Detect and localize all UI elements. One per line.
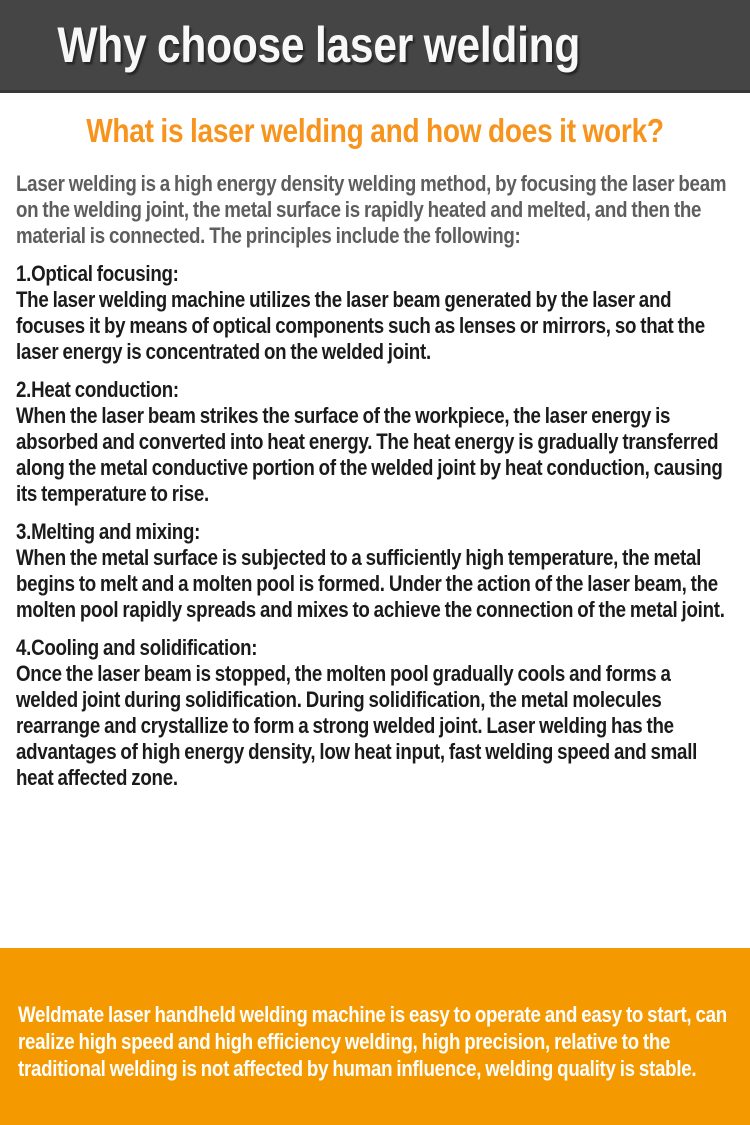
section-heading: 4.Cooling and solidification:: [16, 635, 258, 660]
section-paragraph: Once the laser beam is stopped, the molten pool gradually cools and forms a welded joint during solidification. During solidification, the metal molecules rearrange and crystallize to form a strong welded joint. Laser welding has the advantages of high energy density, low heat input, fast welding speed and small heat affected zone.: [16, 661, 698, 790]
section-cooling-and-solidification: [16, 635, 734, 791]
footer-callout: [0, 948, 750, 1125]
intro-paragraph: Laser welding is a high energy density welding method, by focusing the laser beam on the welding joint, the metal surface is rapidly heated and melted, and then the material is connected. The principles include the following:: [16, 171, 727, 248]
page-title: Why choose laser welding: [57, 17, 581, 73]
footer-text: Weldmate laser handheld welding machine is easy to operate and easy to start, can realize high speed and high efficiency welding, high precision, relative to the traditional welding is not affected by human influence, welding quality is stable.: [18, 1002, 727, 1081]
article-body: [0, 93, 750, 948]
section-paragraph: The laser welding machine utilizes the laser beam generated by the laser and focuses it by means of optical components such as lenses or mirrors, so that the laser energy is concentrated on the welded joint.: [16, 287, 705, 364]
header-banner: [0, 0, 750, 93]
section-heat-conduction: [16, 377, 734, 507]
section-paragraph: When the metal surface is subjected to a sufficiently high temperature, the metal begins to melt and a molten pool is formed. Under the action of the laser beam, the molten pool rapidly spreads and mixes to achieve the connection of the metal joint.: [16, 545, 725, 622]
section-heading: 2.Heat conduction:: [16, 377, 179, 402]
section-heading: 1.Optical focusing:: [16, 261, 179, 286]
section-optical-focusing: [16, 261, 734, 365]
section-heading: 3.Melting and mixing:: [16, 519, 201, 544]
section-paragraph: When the laser beam strikes the surface of the workpiece, the laser energy is absorbed and converted into heat energy. The heat energy is gradually transferred along the metal conductive portion of the welded joint by heat conduction, causing its temperature to rise.: [16, 403, 723, 506]
article-subtitle: What is laser welding and how does it work?: [86, 112, 664, 149]
section-melting-and-mixing: [16, 519, 734, 623]
